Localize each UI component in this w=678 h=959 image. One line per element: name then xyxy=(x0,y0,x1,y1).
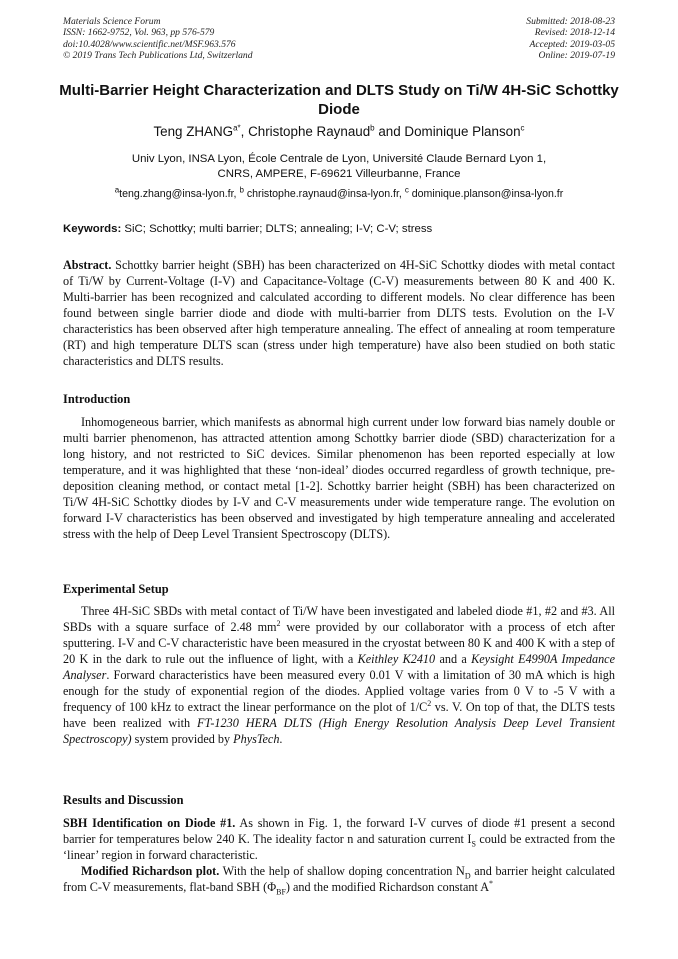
experimental-paragraph xyxy=(63,603,615,747)
section-heading-introduction: Introduction xyxy=(63,392,131,406)
keywords-label: Keywords: xyxy=(63,223,122,235)
author-list xyxy=(40,124,638,140)
publication-dates xyxy=(526,16,615,62)
keywords xyxy=(63,222,615,237)
section-heading-results: Results and Discussion xyxy=(63,793,184,807)
text-run: could be extracted from the ‘linear’ region in forward characteristic. xyxy=(63,832,615,862)
text-run: system provided by xyxy=(131,732,234,746)
text-run: and a xyxy=(435,652,472,666)
email-mark: c xyxy=(404,185,409,195)
email-link[interactable]: dominique.planson@insa-lyon.fr xyxy=(408,188,564,200)
affiliation-line: CNRS, AMPERE, F-69621 Villeurbanne, France xyxy=(217,168,461,180)
text-run: Three 4H-SiC SBDs with metal contact of Ti/W have been investigated and labeled diode #1, #2 and #3. All SBDs with a square surface of 2.48 mm xyxy=(63,604,615,634)
superscript: * xyxy=(489,878,494,888)
company-name: PhysTech xyxy=(233,732,280,746)
superscript: 2 xyxy=(276,618,281,628)
results-body xyxy=(63,815,615,895)
revised-date: Revised: 2018-12-14 xyxy=(534,27,615,39)
text-run: vs. V. On top of that, the DLTS tests have been realized with xyxy=(63,700,615,730)
text-run: were provided by our collaborator with a process of etch after sputtering. I-V and C-V characteristic have been measured in the cryostat between 80 K and 400 K with a step of 20 K in the dark to rule out the influence of light, with a xyxy=(63,620,615,666)
section-heading-experimental: Experimental Setup xyxy=(63,582,169,596)
author-name: Dominique Planson xyxy=(404,124,521,139)
instrument-name: Keysight E4990A Impedance Analyser xyxy=(63,652,615,682)
email-mark: b xyxy=(239,185,244,195)
email-link[interactable]: christophe.raynaud@insa-lyon.fr, xyxy=(243,188,405,200)
subscript: BF xyxy=(276,887,286,897)
online-date: Online: 2019-07-19 xyxy=(538,50,615,62)
text-run: As shown in Fig. 1, the forward I-V curves of diode #1 present a second barrier for temperatures below 240 K. The ideality factor n and saturation current I xyxy=(63,816,615,846)
instrument-name: FT-1230 HERA DLTS (High Energy Resolution Analysis Deep Level Transient Spectroscopy) xyxy=(63,716,615,746)
abstract-label: Abstract. xyxy=(63,258,112,272)
email-link[interactable]: teng.zhang@insa-lyon.fr, xyxy=(119,188,240,200)
keywords-text: SiC; Schottky; multi barrier; DLTS; annealing; I-V; C-V; stress xyxy=(121,223,433,235)
abstract-text: Schottky barrier height (SBH) has been characterized on 4H-SiC Schottky diodes with metal contact of Ti/W by Current-Voltage (I-V) and Capacitance-Voltage (C-V) measurements between 80 K and 400 K. Multi-barrier has been recognized and calculated according to different models. No clear difference has been found between single barrier diode and diode with multi-barrier from DLTS tests. Evolution on the I-V characteristics has been observed after high temperature annealing. The effect of annealing at room temperature (RT) and high temperature DLTS scan (stress under high temperature) have also been studied on both static characteristics and DLTS results. xyxy=(63,258,615,368)
accepted-date: Accepted: 2019-03-05 xyxy=(529,38,615,50)
superscript: 2 xyxy=(427,698,432,708)
text-run: . xyxy=(279,732,283,746)
paragraph-label: SBH Identification on Diode #1. xyxy=(63,816,236,830)
doi-line: doi:10.4028/www.scientific.net/MSF.963.576 xyxy=(63,38,236,50)
author-name: Teng ZHANG xyxy=(153,124,234,139)
text-run: With the help of shallow doping concentration N xyxy=(219,864,465,878)
email-mark: a xyxy=(114,185,120,195)
results-paragraph xyxy=(63,815,615,863)
author-affil-mark: a* xyxy=(233,123,241,133)
text-run: ) and the modified Richardson constant A xyxy=(285,880,490,894)
issn-line: ISSN: 1662-9752, Vol. 963, pp 576-579 xyxy=(63,27,215,39)
paragraph-label: Modified Richardson plot. xyxy=(81,864,220,878)
journal-info xyxy=(63,16,253,62)
introduction-body xyxy=(63,414,615,542)
author-affil-mark: b xyxy=(370,123,375,133)
copyright-line: © 2019 Trans Tech Publications Ltd, Switzerland xyxy=(63,50,253,62)
paper-title: Multi-Barrier Height Characterization and DLTS Study on Ti/W 4H-SiC Schottky Diode xyxy=(59,82,619,118)
author-emails xyxy=(40,187,638,201)
subscript: S xyxy=(471,839,476,849)
journal-name: Materials Science Forum xyxy=(63,16,161,27)
instrument-name: Keithley K2410 xyxy=(357,652,436,666)
author-affil-mark: c xyxy=(520,123,525,133)
author-separator: and xyxy=(374,124,405,139)
subscript: D xyxy=(464,871,471,881)
abstract xyxy=(63,257,615,369)
author-separator: , xyxy=(240,124,249,139)
author-name: Christophe Raynaud xyxy=(248,124,371,139)
text-run: . Forward characteristics have been measured every 0.01 V with a limitation of 30 mA which is high enough for the study of exponential region of the diodes. Applied voltage varies from 0 V to -5 V with a frequency of 100 kHz to extract the linear performance on the plot of 1/C xyxy=(63,668,615,714)
results-paragraph xyxy=(63,863,615,895)
submitted-date: Submitted: 2018-08-23 xyxy=(526,16,615,27)
text-run: and barrier height calculated from C-V measurements, flat-band SBH (Φ xyxy=(63,864,616,894)
affiliation-line: Univ Lyon, INSA Lyon, École Centrale de Lyon, Université Claude Bernard Lyon 1, xyxy=(131,153,547,165)
experimental-body xyxy=(63,603,615,747)
introduction-paragraph: Inhomogeneous barrier, which manifests as abnormal high current under low forward bias namely double or multi barrier phenomenon, has attracted attention among Schottky barrier diode (SBD) characterization for a long history, and not restricted to SiC devices. Similar phenomenon has been reported especially at low temperature, and it was highlighted that these ‘non-ideal’ diodes occurred regardless of growth technique, pre-deposition cleaning method, or contact metal [1-2]. Schottky barrier height (SBH) has been characterized on Ti/W 4H-SiC Schottky diodes by I-V and C-V measurements under wide temperature range. The evolution on forward I-V characteristics has been observed and investigated by high temperature annealing and accelerated stress with the help of Deep Level Transient Spectroscopy (DLTS). xyxy=(63,415,615,541)
affiliation xyxy=(40,152,638,182)
